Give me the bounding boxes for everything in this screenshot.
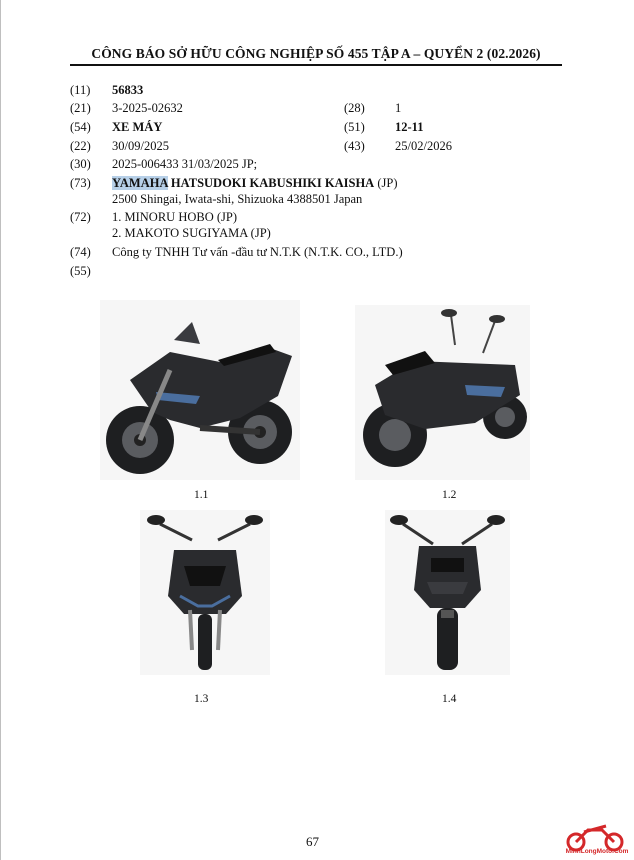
- figure-caption-4: 1.4: [442, 693, 457, 705]
- owner-country: (JP): [374, 176, 398, 190]
- page-edge: [0, 0, 1, 860]
- code-73: (73): [70, 176, 91, 190]
- designer-2: 2. MAKOTO SUGIYAMA (JP): [112, 226, 271, 240]
- priority-data: 2025-006433 31/03/2025 JP;: [112, 157, 258, 171]
- code-72: (72): [70, 210, 91, 224]
- code-43: (43): [344, 139, 365, 153]
- registration-number: 56833: [112, 83, 144, 97]
- owner-address: 2500 Shingai, Iwata-shi, Shizuoka 4388501 Japan: [112, 192, 363, 206]
- motorcycle-rear-view-image: [385, 510, 510, 675]
- code-30: (30): [70, 157, 91, 171]
- motorcycle-rear-quarter-image: [355, 305, 530, 480]
- figure-caption-1: 1.1: [194, 489, 209, 501]
- motorcycle-side-view-image: [100, 300, 300, 480]
- code-22: (22): [70, 139, 91, 153]
- ip-agent: Công ty TNHH Tư vấn -đầu tư N.T.K (N.T.K. CO., LTD.): [112, 245, 403, 259]
- publication-date: 25/02/2026: [395, 139, 452, 153]
- figure-caption-3: 1.3: [194, 693, 209, 705]
- figure-caption-2: 1.2: [442, 489, 457, 501]
- application-number: 3-2025-02632: [112, 101, 183, 115]
- code-11: (11): [70, 83, 91, 97]
- code-74: (74): [70, 245, 91, 259]
- filing-date: 30/09/2025: [112, 139, 169, 153]
- locarno-class: 12-11: [395, 120, 424, 134]
- header-rule: [70, 64, 562, 66]
- owner-company: HATSUDOKI KABUSHIKI KAISHA: [167, 176, 375, 190]
- motorcycle-front-view-image: [140, 510, 270, 675]
- watermark-text: MinhLongMoto.Com: [565, 848, 629, 855]
- design-count: 1: [395, 101, 402, 115]
- design-title: XE MÁY: [112, 120, 163, 134]
- code-21: (21): [70, 101, 91, 115]
- code-55: (55): [70, 264, 91, 278]
- bulletin-header: CÔNG BÁO SỞ HỮU CÔNG NGHIỆP SỐ 455 TẬP A – QUYỂN 2 (02.2026): [91, 46, 541, 61]
- owner-highlight: YAMAHA: [112, 176, 168, 190]
- code-51: (51): [344, 120, 365, 134]
- code-28: (28): [344, 101, 365, 115]
- owner-name: [112, 176, 398, 191]
- designer-1: 1. MINORU HOBO (JP): [112, 210, 238, 224]
- page-number: 67: [306, 834, 319, 849]
- code-54: (54): [70, 120, 91, 134]
